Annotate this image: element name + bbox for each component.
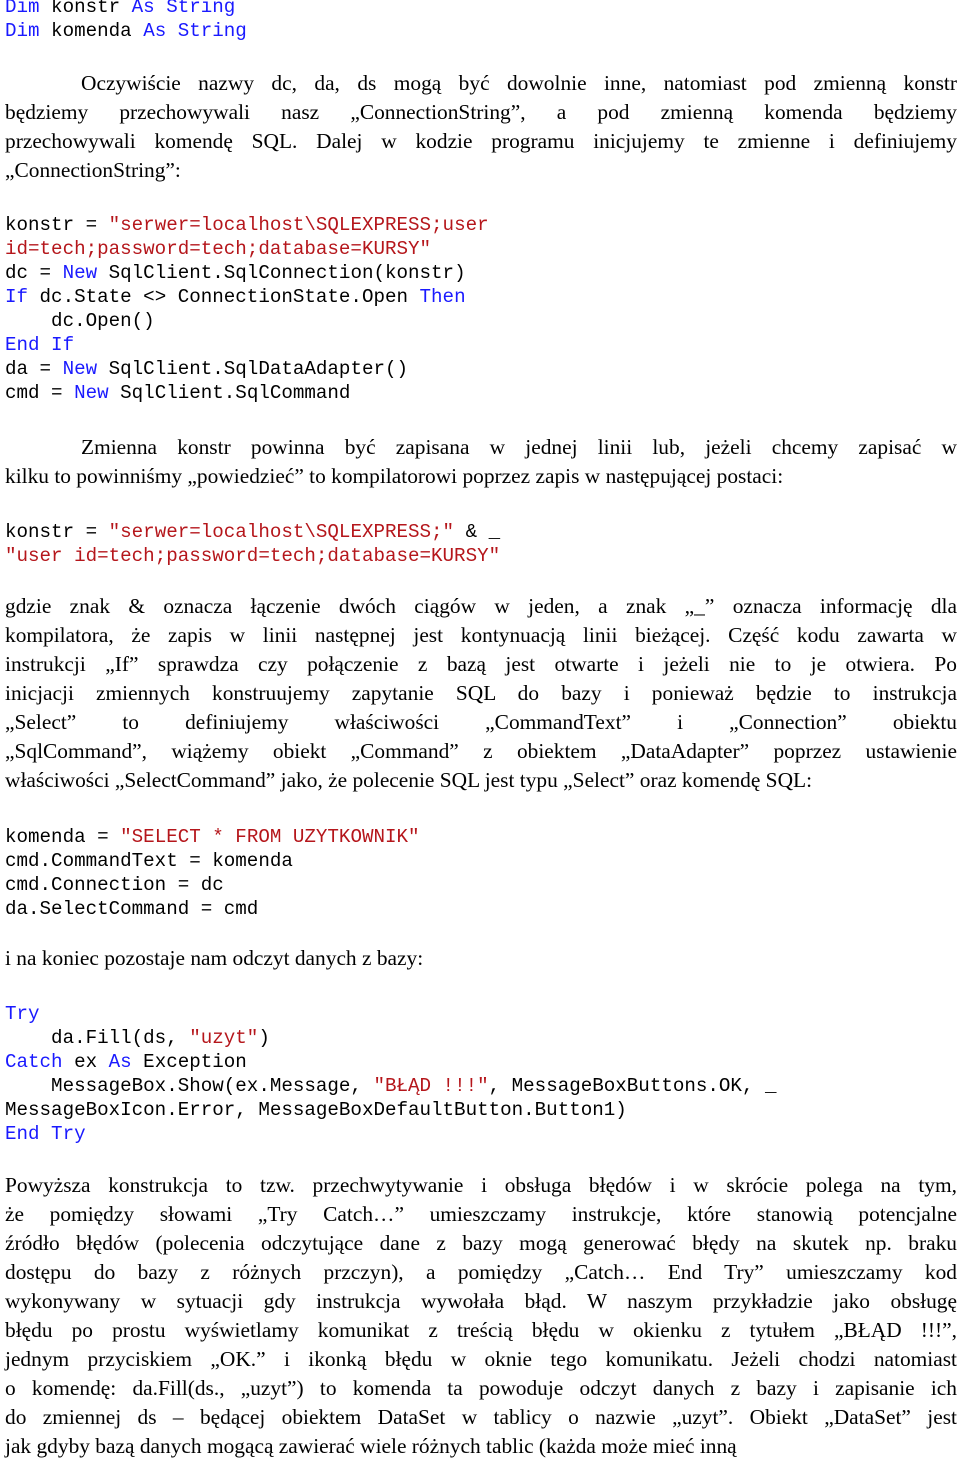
code-string: id=tech;password=tech;database=KURSY" bbox=[5, 238, 432, 260]
paragraph-line: i na koniec pozostaje nam odczyt danych z bazy: bbox=[5, 946, 424, 970]
code-text: dc.State <> ConnectionState.Open bbox=[28, 286, 420, 308]
code-text: komenda = bbox=[5, 826, 121, 848]
paragraph-line: kompilatora, że zapis w linii następnej jest kontynuacją linii bieżącej. Część kodu zawarta w bbox=[5, 623, 957, 647]
paragraph-line: Zmienna konstr powinna być zapisana w jednej linii lub, jeżeli chcemy zapisać w bbox=[81, 435, 957, 459]
paragraph-line: kilku to powinniśmy „powiedzieć” to kompilatorowi poprzez zapis w następującej postaci: bbox=[5, 464, 784, 488]
code-string: "user id=tech;password=tech;database=KURSY" bbox=[5, 545, 501, 567]
code-line bbox=[5, 520, 500, 544]
code-string: "serwer=localhost\SQLEXPRESS;user bbox=[108, 214, 489, 236]
paragraph-line: błędu po prostu wyświetlamy komunikat z treścią błędu w okienku z tytułem „BŁĄD !!!”, bbox=[5, 1318, 957, 1342]
code-text: SqlClient.SqlCommand bbox=[108, 382, 351, 404]
paragraph-line: przechowywali komendę SQL. Dalej w kodzie programu inicjujemy te zmienne i definiujemy bbox=[5, 129, 957, 153]
paragraph-line: dostępu do bazy z różnych przczyn), a pomiędzy „Catch… End Try” umieszczamy kod bbox=[5, 1260, 957, 1284]
code-line bbox=[5, 1122, 776, 1146]
code-line bbox=[5, 825, 420, 849]
code-text: dc.Open() bbox=[5, 310, 155, 332]
code-string: "BŁĄD !!!" bbox=[373, 1075, 489, 1097]
paragraph-line: wykonywany w sytuacji gdy instrukcja wywołała błąd. W naszym przykładzie jako obsługę bbox=[5, 1289, 957, 1313]
code-line bbox=[5, 381, 489, 405]
paragraph-line: „SqlCommand”, wiążemy obiekt „Command” z obiektem „DataAdapter” poprzez ustawienie bbox=[5, 739, 957, 763]
code-text: SqlClient.SqlConnection(konstr) bbox=[97, 262, 466, 284]
code-line bbox=[5, 333, 489, 357]
code-string: "serwer=localhost\SQLEXPRESS;" bbox=[108, 521, 455, 543]
code-block-declarations bbox=[5, 0, 247, 43]
code-keyword: End Try bbox=[5, 1123, 86, 1145]
code-text: MessageBoxIcon.Error, MessageBoxDefaultButton.Button1) bbox=[5, 1099, 627, 1121]
code-keyword: New bbox=[74, 382, 109, 404]
code-block-connection-init bbox=[5, 213, 489, 405]
code-text: Exception bbox=[131, 1051, 247, 1073]
code-line bbox=[5, 1098, 776, 1122]
code-block-sql-query bbox=[5, 825, 420, 921]
code-line bbox=[5, 0, 247, 19]
code-block-string-concat bbox=[5, 520, 500, 568]
paragraph-read-data bbox=[5, 944, 957, 973]
code-text: cmd = bbox=[5, 382, 75, 404]
code-line bbox=[5, 849, 420, 873]
code-line bbox=[5, 897, 420, 921]
code-line bbox=[5, 1050, 776, 1074]
paragraph-command-explanation bbox=[5, 592, 957, 795]
code-line bbox=[5, 309, 489, 333]
code-keyword: String bbox=[177, 20, 247, 42]
code-text: konstr = bbox=[5, 521, 109, 543]
code-line bbox=[5, 237, 489, 261]
paragraph-line: Oczywiście nazwy dc, da, ds mogą być dowolnie inne, natomiast pod zmienną konstr bbox=[81, 71, 957, 95]
paragraph-konstr-line-continuation bbox=[5, 433, 957, 491]
code-text: da = bbox=[5, 358, 63, 380]
code-text: & _ bbox=[454, 521, 501, 543]
code-line bbox=[5, 19, 247, 43]
code-text: ) bbox=[258, 1027, 270, 1049]
code-keyword: As bbox=[131, 0, 155, 18]
code-keyword: Dim bbox=[5, 20, 40, 42]
code-text: da.SelectCommand = cmd bbox=[5, 898, 259, 920]
code-text: SqlClient.SqlDataAdapter() bbox=[97, 358, 409, 380]
code-string: "uzyt" bbox=[189, 1027, 259, 1049]
code-text: , MessageBoxButtons.OK, _ bbox=[488, 1075, 777, 1097]
code-string: "SELECT * FROM UZYTKOWNIK" bbox=[120, 826, 420, 848]
code-text: dc = bbox=[5, 262, 63, 284]
paragraph-exception-handling bbox=[5, 1171, 957, 1461]
paragraph-line: że pomiędzy słowami „Try Catch…” umieszczamy instrukcje, które stanowią potencjalne bbox=[5, 1202, 957, 1226]
code-text bbox=[155, 0, 167, 18]
code-keyword: Try bbox=[5, 1003, 40, 1025]
code-text: konstr bbox=[39, 0, 132, 18]
paragraph-line: „Select” to definiujemy właściwości „CommandText” i „Connection” obiektu bbox=[5, 710, 957, 734]
code-text: cmd.Connection = dc bbox=[5, 874, 224, 896]
paragraph-line: do zmiennej ds – będącej obiektem DataSet w tablicy o nazwie „uzyt”. Obiekt „DataSet” jest bbox=[5, 1405, 957, 1429]
code-line bbox=[5, 357, 489, 381]
code-line bbox=[5, 544, 500, 568]
paragraph-line: Powyższa konstrukcja to tzw. przechwytywanie i obsługa błędów i w skrócie polega na tym, bbox=[5, 1173, 957, 1197]
code-text: cmd.CommandText = komenda bbox=[5, 850, 293, 872]
paragraph-line: inicjacji zmiennych konstruujemy zapytanie SQL do bazy i ponieważ będzie to instrukcja bbox=[5, 681, 957, 705]
code-keyword: As bbox=[143, 20, 167, 42]
code-line bbox=[5, 1026, 776, 1050]
code-keyword: String bbox=[166, 0, 236, 18]
code-keyword: Catch bbox=[5, 1051, 63, 1073]
paragraph-line: źródło błędów (polecenia odczytujące dane z bazy mogą generować błędy na skutek np. braku bbox=[5, 1231, 957, 1255]
paragraph-line: będziemy przechowywali nasz „ConnectionString”, a pod zmienną komenda będziemy bbox=[5, 100, 957, 124]
paragraph-line: gdzie znak & oznacza łączenie dwóch ciągów w jeden, a znak „_” oznacza informację dla bbox=[5, 594, 957, 618]
code-keyword: Then bbox=[419, 286, 466, 308]
code-text bbox=[166, 20, 178, 42]
code-line bbox=[5, 1002, 776, 1026]
paragraph-line: „ConnectionString”: bbox=[5, 158, 181, 182]
code-keyword: End If bbox=[5, 334, 75, 356]
code-block-try-catch bbox=[5, 1002, 776, 1146]
code-keyword: As bbox=[108, 1051, 132, 1073]
code-line bbox=[5, 873, 420, 897]
code-text: ex bbox=[62, 1051, 109, 1073]
code-keyword: New bbox=[62, 358, 98, 380]
paragraph-line: jednym przyciskiem „OK.” i ikonką błędu w oknie tego komunikatu. Jeżeli chodzi natomiast bbox=[5, 1347, 957, 1371]
paragraph-line: instrukcji „If” sprawdza czy połączenie z bazą jest otwarte i jeżeli nie to je otwiera. Po bbox=[5, 652, 957, 676]
code-line bbox=[5, 213, 489, 237]
code-keyword: Dim bbox=[5, 0, 40, 18]
paragraph-line: właściwości „SelectCommand” jako, że polecenie SQL jest typu „Select” oraz komendę SQL: bbox=[5, 768, 813, 792]
paragraph-line: o komendę: da.Fill(ds., „uzyt”) to komenda ta powoduje odczyt danych z bazy i zapisanie ich bbox=[5, 1376, 957, 1400]
code-text: konstr = bbox=[5, 214, 109, 236]
code-keyword: New bbox=[62, 262, 98, 284]
code-text: MessageBox.Show(ex.Message, bbox=[5, 1075, 374, 1097]
code-line bbox=[5, 285, 489, 309]
paragraph-variables-intro bbox=[5, 69, 957, 185]
code-text: da.Fill(ds, bbox=[5, 1027, 190, 1049]
code-line bbox=[5, 1074, 776, 1098]
paragraph-line: jak gdyby bazą danych mogącą zawierać wiele różnych tablic (każda może mieć inną bbox=[5, 1434, 737, 1458]
code-line bbox=[5, 261, 489, 285]
code-keyword: If bbox=[5, 286, 29, 308]
code-text: komenda bbox=[39, 20, 144, 42]
